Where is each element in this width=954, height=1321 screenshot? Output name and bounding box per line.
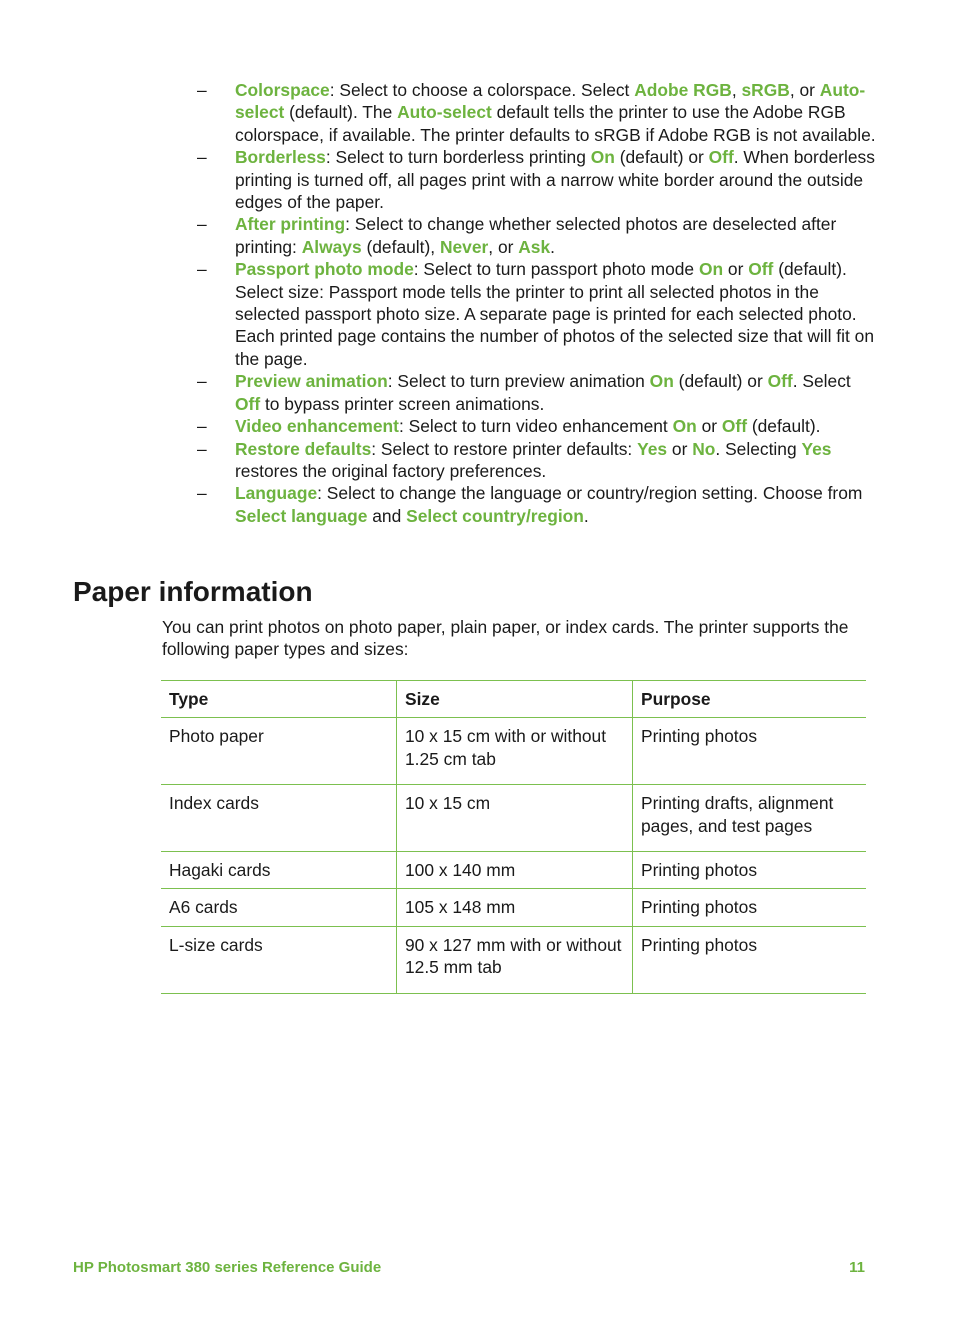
option-name: No — [692, 438, 716, 459]
option-name: Ask — [518, 236, 551, 257]
option-name: Never — [439, 236, 489, 257]
dash-marker: – — [197, 80, 207, 100]
cell-size: 90 x 127 mm with or without 12.5 mm tab — [397, 926, 633, 993]
option-name: After printing — [235, 214, 346, 235]
option-name: On — [590, 147, 615, 168]
option-name: Off — [708, 147, 734, 168]
list-item-text: or — [667, 438, 693, 459]
list-item-text: : Select to restore printer defaults: — [371, 438, 638, 459]
list-item-text: . — [583, 505, 589, 526]
list-item-text: , or — [789, 80, 820, 100]
option-name: On — [649, 371, 674, 392]
cell-purpose: Printing photos — [633, 889, 867, 926]
paper-types-table — [161, 680, 866, 994]
table-header-row — [161, 681, 866, 718]
option-name: Auto-select — [397, 102, 492, 123]
table-row — [161, 926, 866, 993]
option-name: Preview animation — [235, 371, 388, 392]
list-item-text: or — [696, 416, 722, 437]
list-item — [197, 438, 877, 483]
list-item-text: : Select to turn borderless printing — [325, 147, 591, 168]
cell-type: L-size cards — [161, 926, 397, 993]
list-item-text: (default) or — [673, 371, 768, 392]
cell-size: 100 x 140 mm — [397, 852, 633, 889]
list-item-text: default tells the printer to use the Adobe RGB colorspace, if available. The printer defaults to sRGB if Adobe RGB is not available. — [235, 102, 876, 145]
dash-marker: – — [197, 438, 207, 459]
option-name: sRGB — [741, 80, 790, 100]
list-item-text: . Select — [792, 371, 851, 392]
header-purpose: Purpose — [633, 681, 867, 718]
table-row — [161, 785, 866, 852]
list-item — [197, 415, 877, 437]
dash-marker: – — [197, 214, 207, 235]
list-item-text: : Select to turn video enhancement — [398, 416, 673, 437]
option-name: On — [698, 259, 724, 280]
dash-marker: – — [197, 147, 207, 168]
list-item-text: . Selecting — [715, 438, 802, 459]
list-item-text: (default) or — [614, 147, 709, 168]
cell-purpose: Printing drafts, alignment pages, and test pages — [633, 785, 867, 852]
cell-size: 105 x 148 mm — [397, 889, 633, 926]
list-item-text: , — [731, 80, 742, 100]
list-item-text: : Select to change whether selected photos are deselected after printing: — [235, 214, 837, 257]
list-item-text: (default), — [361, 236, 440, 257]
list-item-text: (default). The — [284, 102, 398, 123]
table-row — [161, 889, 866, 926]
option-name: Language — [235, 483, 318, 504]
list-item-text: (default). — [747, 416, 821, 437]
list-item-text: restores the original factory preferences. — [235, 460, 547, 481]
cell-purpose: Printing photos — [633, 852, 867, 889]
cell-size: 10 x 15 cm with or without 1.25 cm tab — [397, 718, 633, 785]
list-item-text: : Select to change the language or country/region setting. Choose from — [317, 483, 863, 504]
settings-bullet-list — [197, 79, 877, 527]
list-item — [197, 258, 877, 370]
page-footer — [73, 1259, 865, 1276]
section-heading: Paper information — [73, 576, 313, 607]
footer-guide-title: HP Photosmart 380 series Reference Guide — [73, 1259, 382, 1276]
dash-marker: – — [197, 416, 207, 437]
cell-type: Photo paper — [161, 718, 397, 785]
list-item-text: or — [723, 259, 749, 280]
option-name: Yes — [801, 438, 832, 459]
option-name: Yes — [637, 438, 668, 459]
page-number: 11 — [849, 1259, 865, 1276]
header-size: Size — [397, 681, 633, 718]
cell-type: A6 cards — [161, 889, 397, 926]
option-name: Off — [767, 371, 793, 392]
list-item-text: . When borderless printing is turned off, all pages print with a narrow white border around the outside edges of the paper. — [235, 147, 875, 213]
cell-type: Index cards — [161, 785, 397, 852]
table-row — [161, 852, 866, 889]
list-item-text: (default). Select size: Passport mode tells the printer to print all selected photos in the selected passport photo size. A separate page is printed for each selected photo. Each printed page contains the number of photos of the selected size that will fit on the page. — [235, 259, 875, 369]
list-item-text: , or — [488, 236, 519, 257]
option-name: Off — [235, 393, 261, 414]
cell-type: Hagaki cards — [161, 852, 397, 889]
option-name: Select language — [235, 505, 368, 526]
option-name: On — [672, 416, 697, 437]
option-name: Off — [721, 416, 747, 437]
list-item — [197, 370, 877, 415]
option-name: Borderless — [235, 147, 326, 168]
list-item — [197, 482, 877, 527]
cell-purpose: Printing photos — [633, 926, 867, 993]
dash-marker: – — [197, 371, 207, 392]
list-item-text: to bypass printer screen animations. — [260, 393, 545, 414]
list-item — [197, 79, 877, 146]
option-name: Auto-select — [235, 80, 866, 123]
option-name: Adobe RGB — [634, 80, 732, 100]
option-name: Always — [301, 236, 362, 257]
option-name: Off — [748, 259, 774, 280]
cell-purpose: Printing photos — [633, 718, 867, 785]
option-name: Select country/region — [406, 505, 584, 526]
option-name: Colorspace — [235, 80, 330, 100]
cell-size: 10 x 15 cm — [397, 785, 633, 852]
dash-marker: – — [197, 259, 207, 280]
dash-marker: – — [197, 483, 207, 504]
list-item — [197, 146, 877, 213]
list-item-text: : Select to turn preview animation — [387, 371, 650, 392]
list-item-text: . — [550, 236, 555, 257]
list-item-text: and — [367, 505, 407, 526]
list-item — [197, 213, 877, 258]
option-name: Video enhancement — [235, 416, 399, 437]
table-row — [161, 718, 866, 785]
header-type: Type — [161, 681, 397, 718]
list-item-text: : Select to turn passport photo mode — [413, 259, 699, 280]
option-name: Passport photo mode — [235, 259, 414, 280]
section-intro: You can print photos on photo paper, plain paper, or index cards. The printer supports the following paper types and sizes: — [162, 617, 849, 660]
list-item-text: : Select to choose a colorspace. Select — [329, 80, 635, 100]
option-name: Restore defaults — [235, 438, 372, 459]
